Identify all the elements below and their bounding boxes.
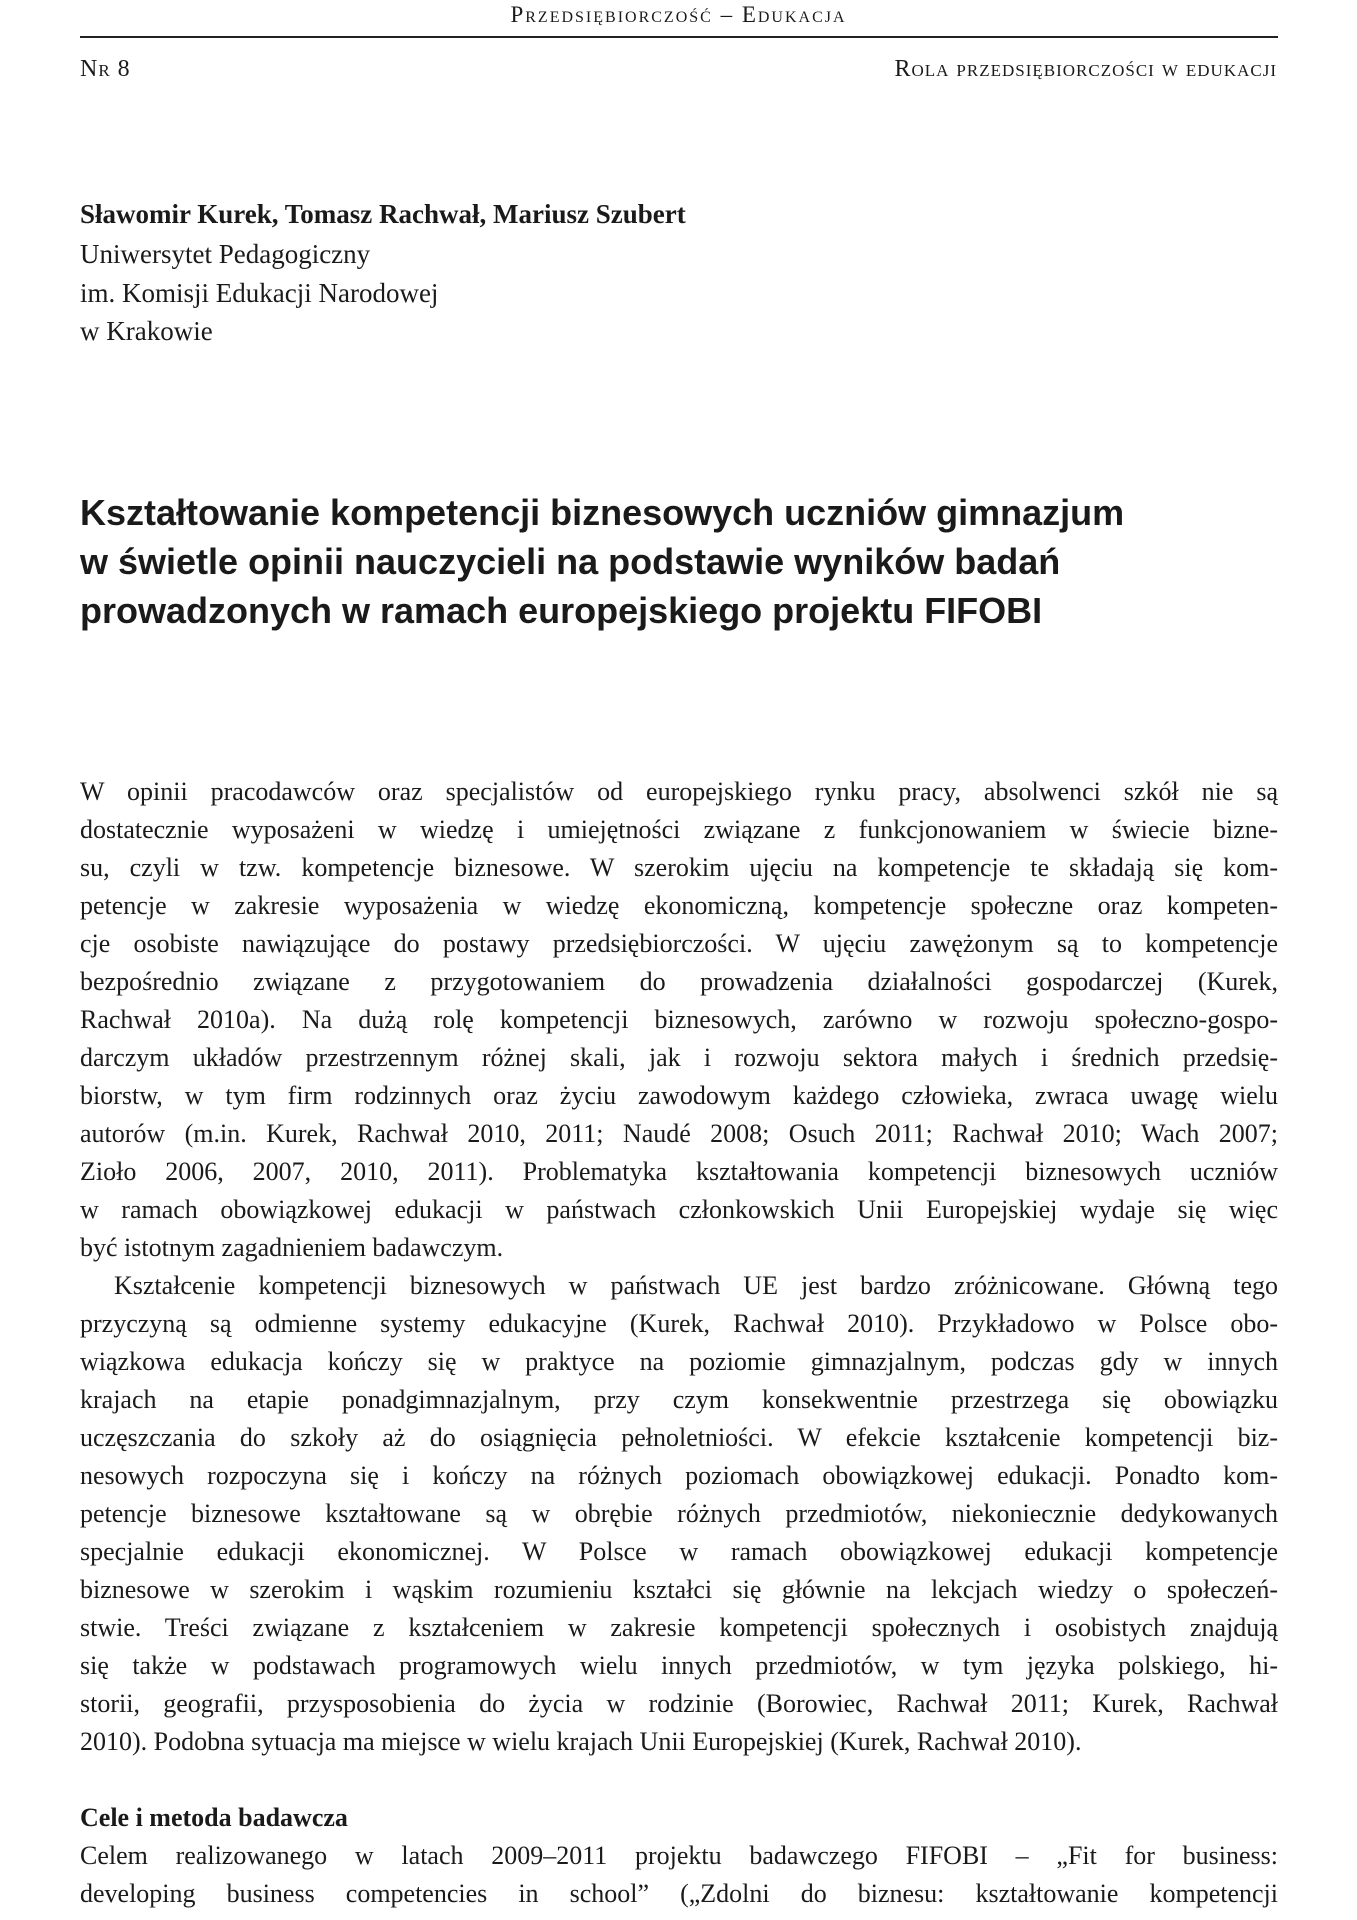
section-gap (80, 1761, 1278, 1799)
text-line: biznesowe w szerokim i wąskim rozumieniu kształci się głównie na lekcjach wiedzy o społeczeń- (80, 1575, 1278, 1604)
text-line: Celem realizowanego w latach 2009–2011 projektu badawczego FIFOBI – „Fit for business: (80, 1841, 1278, 1870)
paragraph-2 (80, 1267, 1278, 1761)
issue-number: Nr 8 (80, 56, 131, 82)
text-line: w ramach obowiązkowej edukacji w państwach członkowskich Unii Europejskiej wydaje się więc (80, 1195, 1278, 1224)
text-line: su, czyli w tzw. kompetencje biznesowe. W szerokim ujęciu na kompetencje te składają się kom- (80, 853, 1278, 882)
text-line: 2010). Podobna sytuacja ma miejsce w wielu krajach Unii Europejskiej (Kurek, Rachwał 2010). (80, 1727, 1082, 1756)
section-name: Rola przedsiębiorczości w edukacji (894, 56, 1277, 82)
authors: Sławomir Kurek, Tomasz Rachwał, Mariusz Szubert (80, 199, 686, 229)
text-line: storii, geografii, przysposobienia do życia w rodzinie (Borowiec, Rachwał 2011; Kurek, Rachwał (80, 1689, 1278, 1718)
title-line: Kształtowanie kompetencji biznesowych uczniów gimnazjum (80, 492, 1125, 533)
text-line: stwie. Treści związane z kształceniem w zakresie kompetencji społecznych i osobistych znajdują (80, 1613, 1278, 1642)
text-line: Rachwał 2010a). Na dużą rolę kompetencji biznesowych, zarówno w rozwoju społeczno-gospo- (80, 1005, 1278, 1034)
paragraph-3 (80, 1837, 1278, 1913)
affiliation-line: Uniwersytet Pedagogiczny (80, 239, 371, 269)
journal-running-head: Przedsiębiorczość – Edukacja (510, 2, 847, 27)
paragraph-1 (80, 773, 1278, 1267)
text-line: Zioło 2006, 2007, 2010, 2011). Problematyka kształtowania kompetencji biznesowych uczniów (80, 1157, 1278, 1186)
text-line: nesowych rozpoczyna się i kończy na różnych poziomach obowiązkowej edukacji. Ponadto kom- (80, 1461, 1278, 1490)
text-line: krajach na etapie ponadgimnazjalnym, przy czym konsekwentnie przestrzega się obowiązku (80, 1385, 1278, 1414)
text-line: petencje w zakresie wyposażenia w wiedzę ekonomiczną, kompetencje społeczne oraz kompeten- (80, 891, 1278, 920)
text-line: petencje biznesowe kształtowane są w obrębie różnych przedmiotów, niekoniecznie dedykowanych (80, 1499, 1278, 1528)
text-line: biorstw, w tym firm rodzinnych oraz życiu zawodowym każdego człowieka, zwraca uwagę wielu (80, 1081, 1278, 1110)
text-line: być istotnym zagadnieniem badawczym. (80, 1233, 504, 1262)
title-line: prowadzonych w ramach europejskiego projektu FIFOBI (80, 590, 1043, 631)
text-line: developing business competencies in school” („Zdolni do biznesu: kształtowanie kompetencji (80, 1879, 1278, 1908)
text-line: W opinii pracodawców oraz specjalistów od europejskiego rynku pracy, absolwenci szkół nie są (80, 777, 1278, 806)
text-line: cje osobiste nawiązujące do postawy przedsiębiorczości. W ujęciu zawężonym są to kompetencje (80, 929, 1278, 958)
text-line: przyczyną są odmienne systemy edukacyjne (Kurek, Rachwał 2010). Przykładowo w Polsce obo- (80, 1309, 1278, 1338)
text-line: dostatecznie wyposażeni w wiedzę i umiejętności związane z funkcjonowaniem w świecie bizne- (80, 815, 1278, 844)
text-line: się także w podstawach programowych wielu innych przedmiotów, w tym języka polskiego, hi- (80, 1651, 1278, 1680)
text-line: wiązkowa edukacja kończy się w praktyce na poziomie gimnazjalnym, podczas gdy w innych (80, 1347, 1278, 1376)
article-title (80, 488, 1280, 635)
text-line: darczym układów przestrzennym różnej skali, jak i rozwoju sektora małych i średnich przedsię- (80, 1043, 1278, 1072)
title-line: w świetle opinii nauczycieli na podstawie wyników badań (80, 541, 1061, 582)
article-body (80, 773, 1278, 1913)
affiliation-line: im. Komisji Edukacji Narodowej (80, 277, 439, 308)
text-line: uczęszczania do szkoły aż do osiągnięcia pełnoletniości. W efekcie kształcenie kompetencji biz- (80, 1423, 1278, 1452)
affiliation-line: w Krakowie (80, 316, 213, 346)
text-line: specjalnie edukacji ekonomicznej. W Polsce w ramach obowiązkowej edukacji kompetencje (80, 1537, 1278, 1566)
section-heading: Cele i metoda badawcza (80, 1803, 348, 1832)
text-line: autorów (m.in. Kurek, Rachwał 2010, 2011; Naudé 2008; Osuch 2011; Rachwał 2010; Wach 2007; (80, 1119, 1278, 1148)
affiliation (80, 235, 438, 351)
text-line: Kształcenie kompetencji biznesowych w państwach UE jest bardzo zróżnicowane. Główną tego (114, 1271, 1278, 1300)
text-line: bezpośrednio związane z przygotowaniem do prowadzenia działalności gospodarczej (Kurek, (80, 967, 1278, 996)
header-rule (80, 36, 1278, 38)
